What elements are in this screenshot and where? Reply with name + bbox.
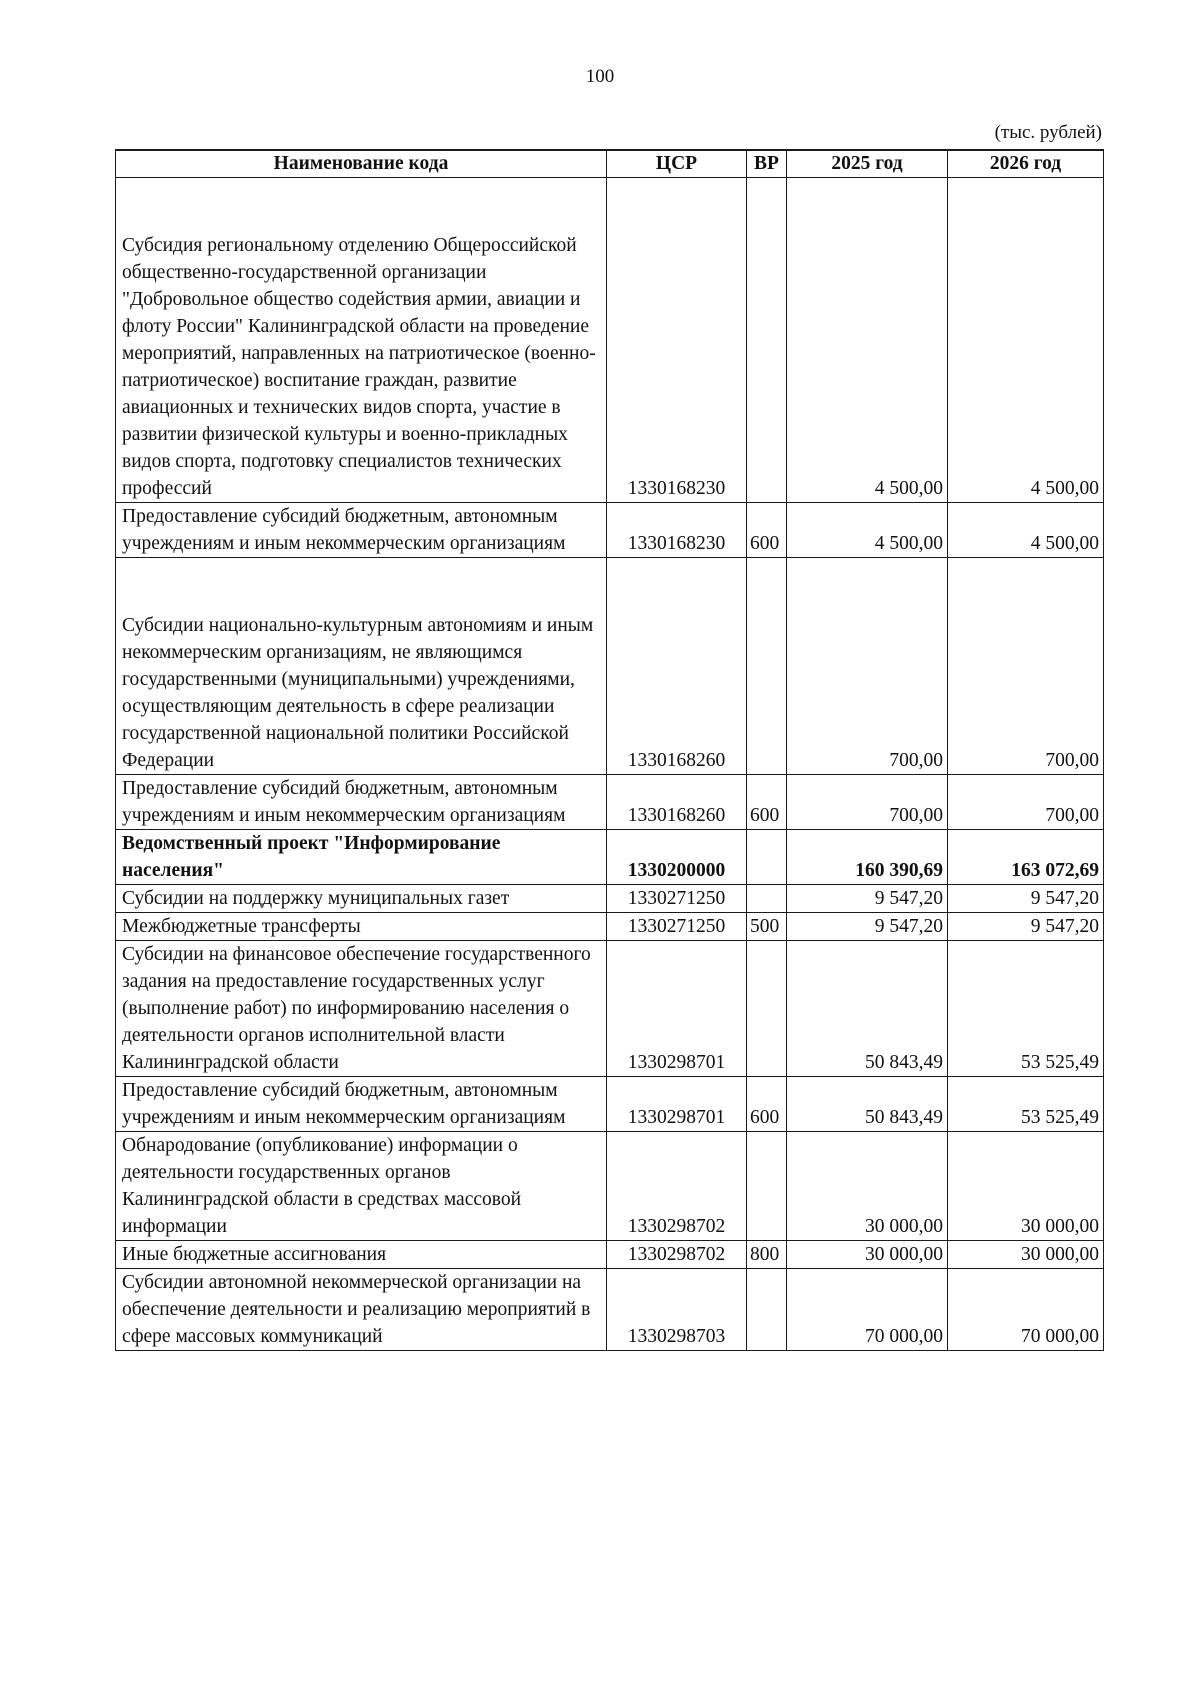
row-2025: 160 390,69 — [787, 830, 948, 885]
budget-table — [115, 149, 1104, 1351]
row-csr: 1330298702 — [607, 1241, 747, 1269]
header-name: Наименование кода — [116, 150, 607, 178]
row-name: Обнародование (опубликование) информации о деятельности государственных органов Калининградской области в средствах массовой информации — [116, 1132, 607, 1241]
row-2026: 4 500,00 — [948, 503, 1104, 558]
row-2025: 50 843,49 — [787, 1077, 948, 1132]
row-name: Предоставление субсидий бюджетным, автономным учреждениям и иным некоммерческим организациям — [116, 1077, 607, 1132]
row-name: Субсидии автономной некоммерческой организации на обеспечение деятельности и реализацию мероприятий в сфере массовых коммуникаций — [116, 1269, 607, 1351]
row-2025: 50 843,49 — [787, 941, 948, 1077]
row-2026: 700,00 — [948, 775, 1104, 830]
row-csr: 1330271250 — [607, 913, 747, 941]
row-name: Субсидии национально-культурным автономиям и иным некоммерческим организациям, не являющимся государственными (муниципальными) учреждениями, осуществляющим деятельность в сфере реализации государственной национальной политики Российской Федерации — [116, 558, 607, 775]
row-name: Субсидии на финансовое обеспечение государственного задания на предоставление государственных услуг (выполнение работ) по информированию населения о деятельности органов исполнительной власти Калининградской области — [116, 941, 607, 1077]
row-name: Предоставление субсидий бюджетным, автономным учреждениям и иным некоммерческим организациям — [116, 503, 607, 558]
row-2025: 9 547,20 — [787, 913, 948, 941]
header-2026: 2026 год — [948, 150, 1104, 178]
row-vr — [747, 830, 787, 885]
row-2026: 53 525,49 — [948, 1077, 1104, 1132]
row-name: Предоставление субсидий бюджетным, автономным учреждениям и иным некоммерческим организациям — [116, 775, 607, 830]
row-2025: 4 500,00 — [787, 503, 948, 558]
row-name: Межбюджетные трансферты — [116, 913, 607, 941]
row-2025: 700,00 — [787, 775, 948, 830]
header-csr: ЦСР — [607, 150, 747, 178]
row-csr: 1330298701 — [607, 1077, 747, 1132]
row-2025: 4 500,00 — [787, 178, 948, 503]
table-row — [116, 941, 1104, 1077]
row-vr: 600 — [747, 775, 787, 830]
row-vr — [747, 1269, 787, 1351]
row-csr: 1330298703 — [607, 1269, 747, 1351]
table-row — [116, 503, 1104, 558]
table-row-project — [116, 830, 1104, 885]
table-row — [116, 1077, 1104, 1132]
table-row — [116, 1241, 1104, 1269]
row-csr: 1330200000 — [607, 830, 747, 885]
row-vr — [747, 941, 787, 1077]
row-vr — [747, 558, 787, 775]
row-csr: 1330298702 — [607, 1132, 747, 1241]
row-vr: 600 — [747, 1077, 787, 1132]
row-2026: 163 072,69 — [948, 830, 1104, 885]
table-row — [116, 775, 1104, 830]
row-2025: 30 000,00 — [787, 1132, 948, 1241]
row-csr: 1330168260 — [607, 775, 747, 830]
row-2025: 9 547,20 — [787, 885, 948, 913]
table-row — [116, 1132, 1104, 1241]
row-2025: 30 000,00 — [787, 1241, 948, 1269]
row-csr: 1330168260 — [607, 558, 747, 775]
header-vr: ВР — [747, 150, 787, 178]
row-name: Иные бюджетные ассигнования — [116, 1241, 607, 1269]
row-name: Субсидии на поддержку муниципальных газет — [116, 885, 607, 913]
row-vr: 500 — [747, 913, 787, 941]
row-vr — [747, 178, 787, 503]
row-csr: 1330271250 — [607, 885, 747, 913]
row-csr: 1330298701 — [607, 941, 747, 1077]
table-row — [116, 558, 1104, 775]
row-vr: 800 — [747, 1241, 787, 1269]
row-vr: 600 — [747, 503, 787, 558]
row-2026: 4 500,00 — [948, 178, 1104, 503]
table-header-row — [116, 150, 1104, 178]
page-number: 100 — [585, 66, 615, 87]
table-row — [116, 913, 1104, 941]
row-2026: 30 000,00 — [948, 1132, 1104, 1241]
row-vr — [747, 1132, 787, 1241]
row-name: Субсидия региональному отделению Общероссийской общественно-государственной организации "Добровольное общество содействия армии, авиации и флоту России" Калининградской области на проведение мероприятий, направленных на патриотическое (военно-патриотическое) воспитание граждан, развитие авиационных и технических видов спорта, участие в развитии физической культуры и военно-прикладных видов спорта, подготовку специалистов технических профессий — [116, 178, 607, 503]
row-2025: 70 000,00 — [787, 1269, 948, 1351]
units-label: (тыс. рублей) — [994, 122, 1102, 143]
row-2026: 30 000,00 — [948, 1241, 1104, 1269]
table-row — [116, 1269, 1104, 1351]
row-2025: 700,00 — [787, 558, 948, 775]
table-row — [116, 178, 1104, 503]
row-2026: 70 000,00 — [948, 1269, 1104, 1351]
row-2026: 9 547,20 — [948, 885, 1104, 913]
row-2026: 53 525,49 — [948, 941, 1104, 1077]
header-2025: 2025 год — [787, 150, 948, 178]
row-2026: 9 547,20 — [948, 913, 1104, 941]
row-vr — [747, 885, 787, 913]
row-csr: 1330168230 — [607, 178, 747, 503]
row-2026: 700,00 — [948, 558, 1104, 775]
row-csr: 1330168230 — [607, 503, 747, 558]
row-name: Ведомственный проект "Информирование населения" — [116, 830, 607, 885]
table-row — [116, 885, 1104, 913]
